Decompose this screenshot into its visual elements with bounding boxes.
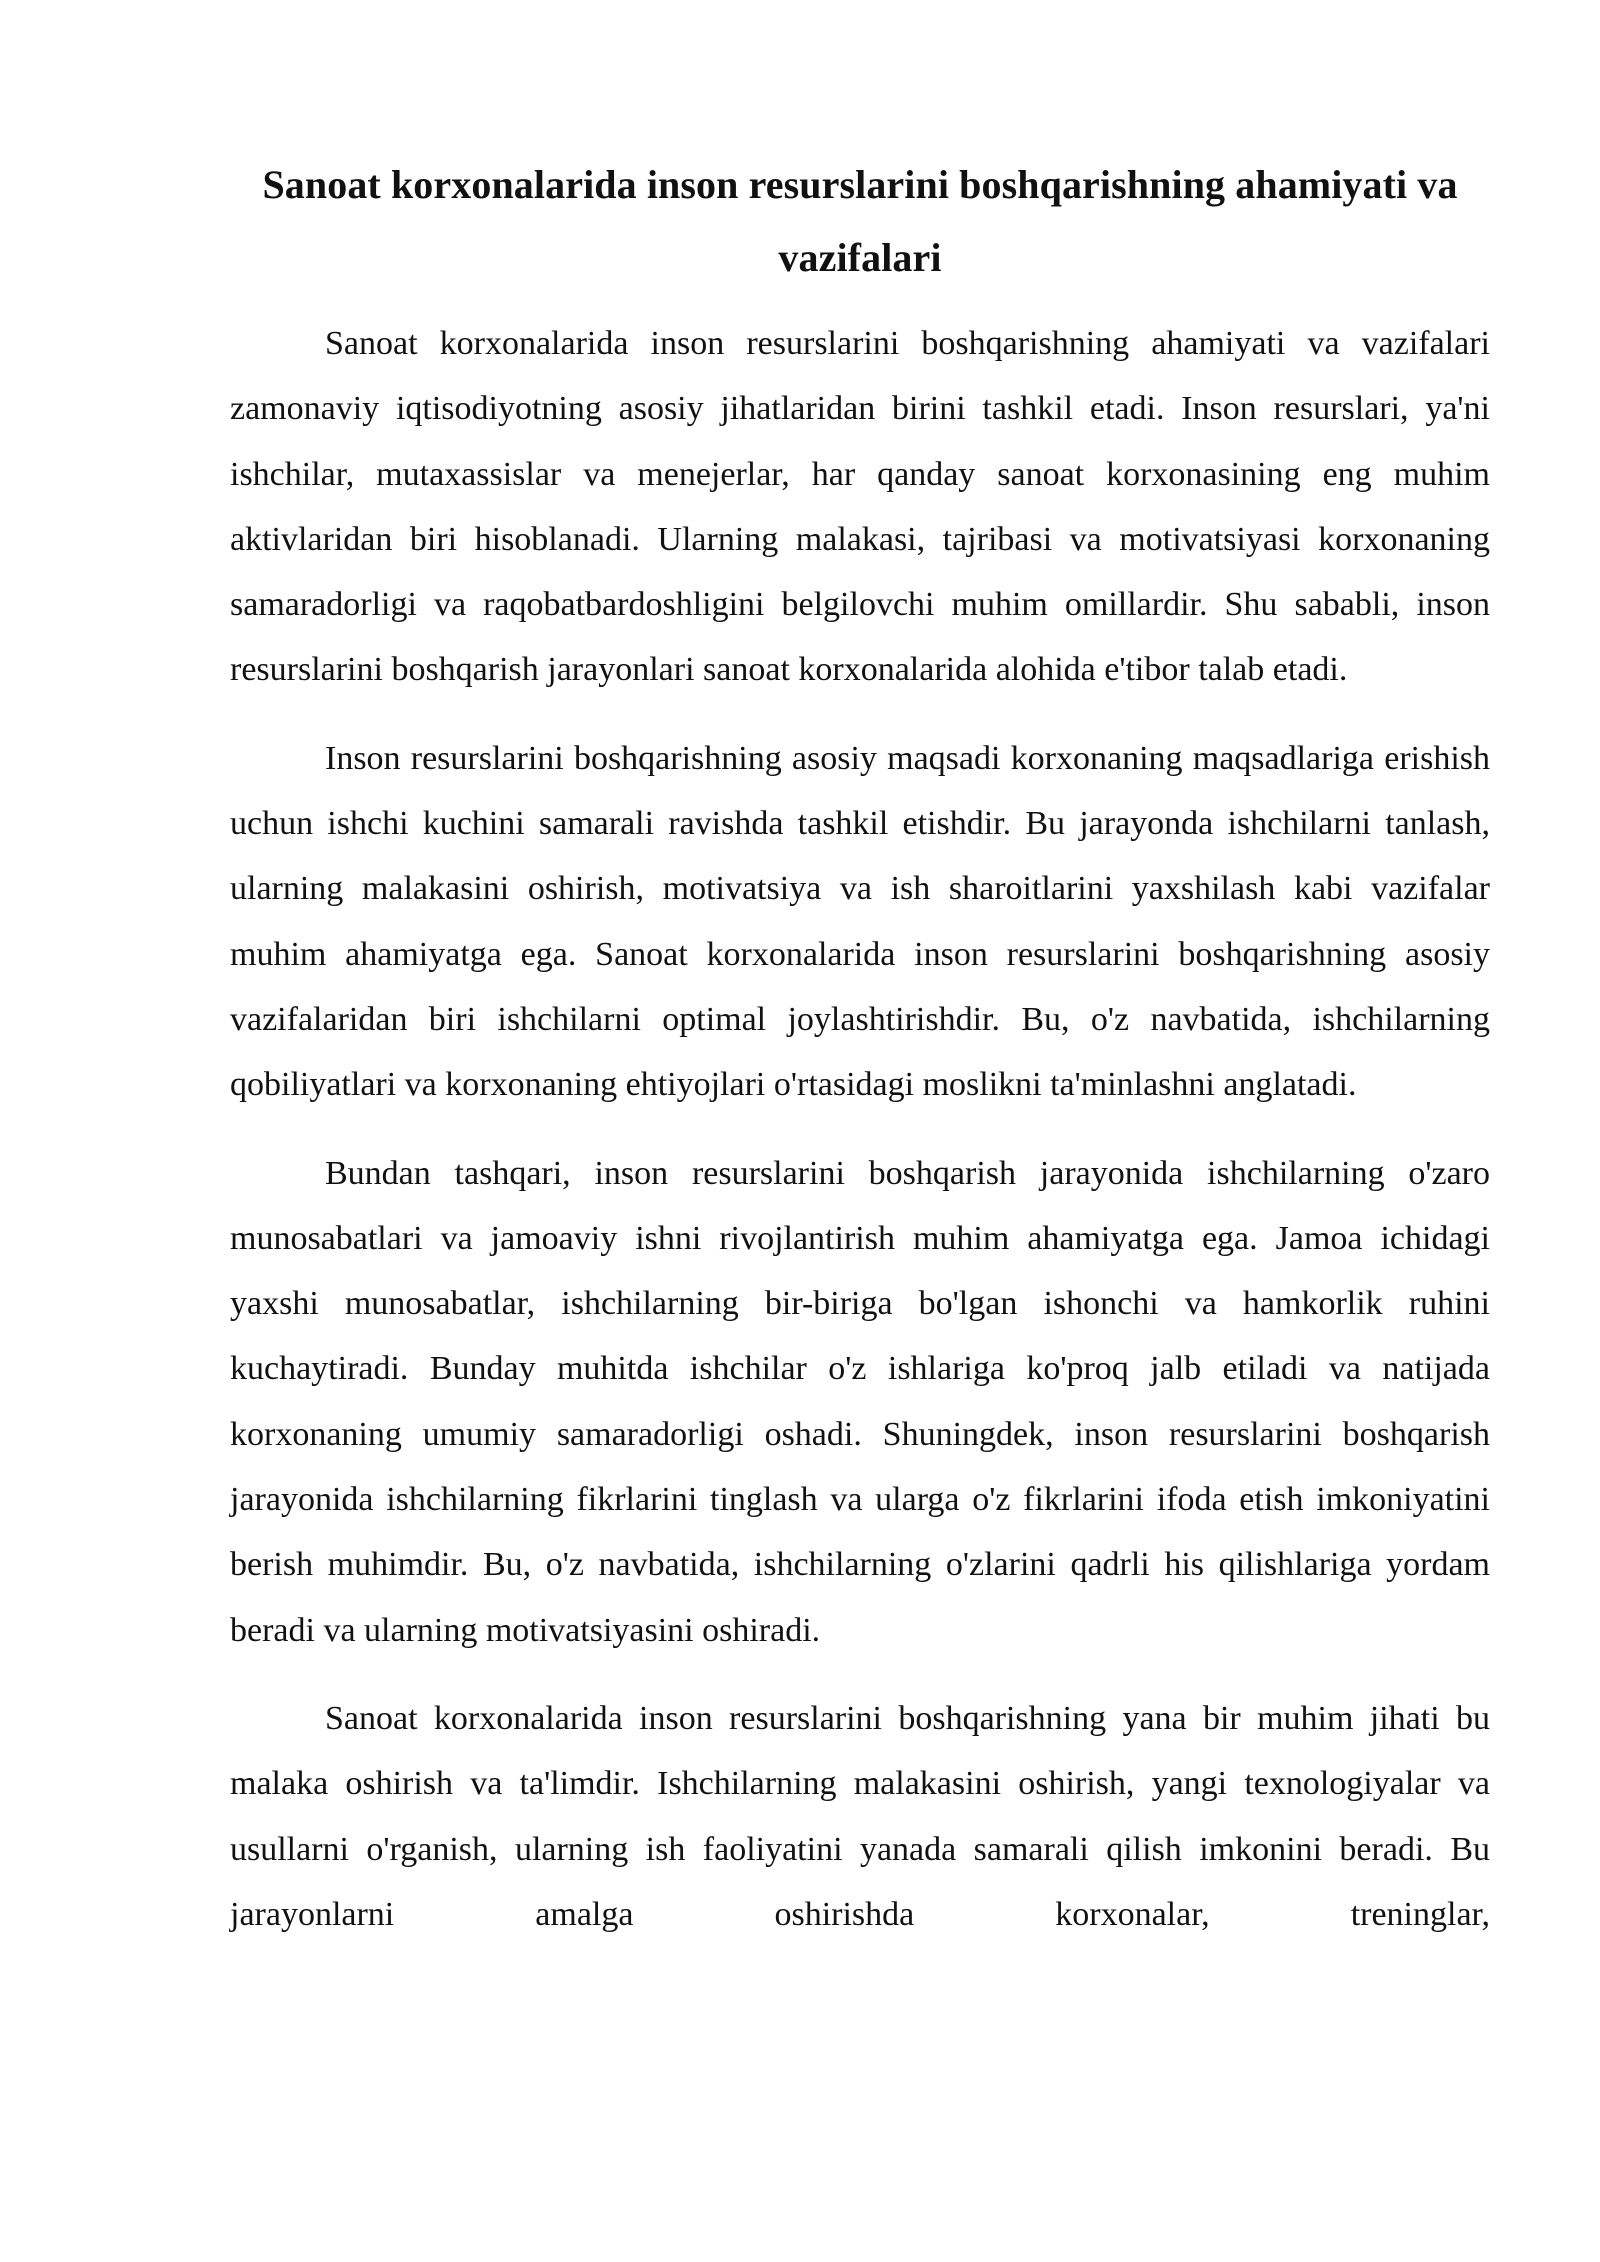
document-title: Sanoat korxonalarida inson resurslarini boshqarishning ahamiyati va vazifalari [262, 162, 1458, 280]
paragraph-1: Sanoat korxonalarida inson resurslarini boshqarishning ahamiyati va vazifalari zamonaviy iqtisodiyotning asosiy jihatlaridan birini tashkil etadi. Inson resurslari, ya'ni ishchilar, mutaxassislar va menejerlar, har qanday sanoat korxonasining eng muhim aktivlaridan biri hisoblanadi. Ularning malakasi, tajribasi va motivatsiyasi korxonaning samaradorligi va raqobatbardoshligini belgilovchi muhim omillardir. Shu sababli, inson resurslarini boshqarish jarayonlari sanoat korxonalarida alohida e'tibor talab etadi. [230, 325, 1490, 689]
paragraph-3: Bundan tashqari, inson resurslarini boshqarish jarayonida ishchilarning o'zaro munosabatlari va jamoaviy ishni rivojlantirish muhim ahamiyatga ega. Jamoa ichidagi yaxshi munosabatlar, ishchilarning bir-biriga bo'lgan ishonchi va hamkorlik ruhini kuchaytiradi. Bunday muhitda ishchilar o'z ishlariga ko'proq jalb etiladi va natijada korxonaning umumiy samaradorligi oshadi. Shuningdek, inson resurslarini boshqarish jarayonida ishchilarning fikrlarini tinglash va ularga o'z fikrlarini ifoda etish imkoniyatini berish muhimdir. Bu, o'z navbatida, ishchilarning o'zlarini qadrli his qilishlariga yordam beradi va ularning motivatsiyasini oshiradi. [230, 1154, 1490, 1649]
paragraph-2: Inson resurslarini boshqarishning asosiy maqsadi korxonaning maqsadlariga erishish uchun ishchi kuchini samarali ravishda tashkil etishdir. Bu jarayonda ishchilarni tanlash, ularning malakasini oshirish, motivatsiya va ish sharoitlarini yaxshilash kabi vazifalar muhim ahamiyatga ega. Sanoat korxonalarida inson resurslarini boshqarishning asosiy vazifalaridan biri ishchilarni optimal joylashtirishdir. Bu, o'z navbatida, ishchilarning qobiliyatlari va korxonaning ehtiyojlari o'rtasidagi moslikni ta'minlashni anglatadi. [230, 739, 1490, 1104]
paragraph-4: Sanoat korxonalarida inson resurslarini boshqarishning yana bir muhim jihati bu malaka oshirish va ta'limdir. Ishchilarning malakasini oshirish, yangi texnologiyalar va usullarni o'rganish, ularning ish faoliyatini yanada samarali qilish imkonini beradi. Bu jarayonlarni amalga oshirishda korxonalar, treninglar, [230, 1699, 1490, 1933]
document-body [230, 148, 1490, 1947]
